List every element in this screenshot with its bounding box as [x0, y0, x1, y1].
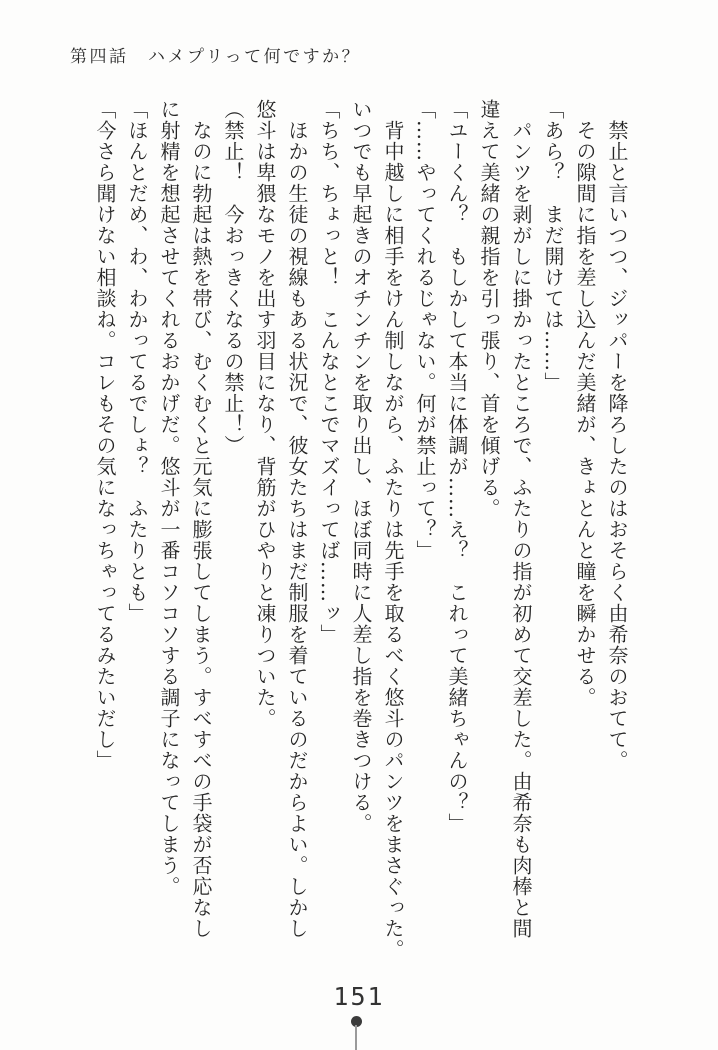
text-line: （禁止！ 今おっきくなるの禁止！）	[221, 99, 245, 456]
chapter-running-head: 第四話 ハメプリって何ですか？	[70, 47, 362, 67]
text-line: に射精を想起させてくれるおかげだ。悠斗が一番コソコソする調子になってしまう。	[157, 99, 181, 897]
text-line: 「ユーくん？ もしかして本当に体調が……え？ これって美緒ちゃんの？」	[445, 99, 469, 834]
text-line: 禁止と言いつつ、ジッパーを降ろしたのはおそらく由希奈のおてて。	[605, 99, 629, 771]
vertical-text-block	[89, 99, 633, 999]
page-number: 151	[333, 982, 385, 1011]
text-line: ほかの生徒の視線もある状況で、彼女たちはまだ制服を着ているのだからよい。しかし	[285, 99, 309, 939]
text-line: その隙間に指を差し込んだ美緒が、きょとんと瞳を瞬かせる。	[573, 99, 597, 708]
text-line: 「あら？ まだ開けては……」	[541, 99, 565, 393]
text-line: パンツを剥がしに掛かったところで、ふたりの指が初めて交差した。由希奈も肉棒と間	[509, 99, 533, 939]
binding-mark-line	[355, 1025, 357, 1050]
text-line: 悠斗は卑猥なモノを出す羽目になり、背筋がひやりと凍りついた。	[253, 99, 277, 729]
text-line: いつでも早起きのオチンチンを取り出し、ほぼ同時に人差し指を巻きつける。	[349, 99, 373, 834]
text-line: 「ちち、ちょっと！ こんなとこでマズイってば……ッ」	[317, 99, 341, 645]
text-line: 「ほんとだめ、わ、わかってるでしょ？ ふたりとも」	[125, 99, 149, 624]
text-line: なのに勃起は熱を帯び、むくむくと元気に膨張してしまう。すべすべの手袋が否応なし	[189, 99, 213, 939]
text-line: 違えて美緒の親指を引っ張り、首を傾げる。	[477, 99, 501, 519]
text-line: 「……やってくれるじゃない。何が禁止って？」	[413, 99, 437, 561]
text-line: 「今さら聞けない相談ね。コレもその気になっちゃってるみたいだし」	[93, 99, 117, 771]
text-line: 背中越しに相手をけん制しながら、ふたりは先手を取るべく悠斗のパンツをまさぐった。	[381, 99, 405, 960]
